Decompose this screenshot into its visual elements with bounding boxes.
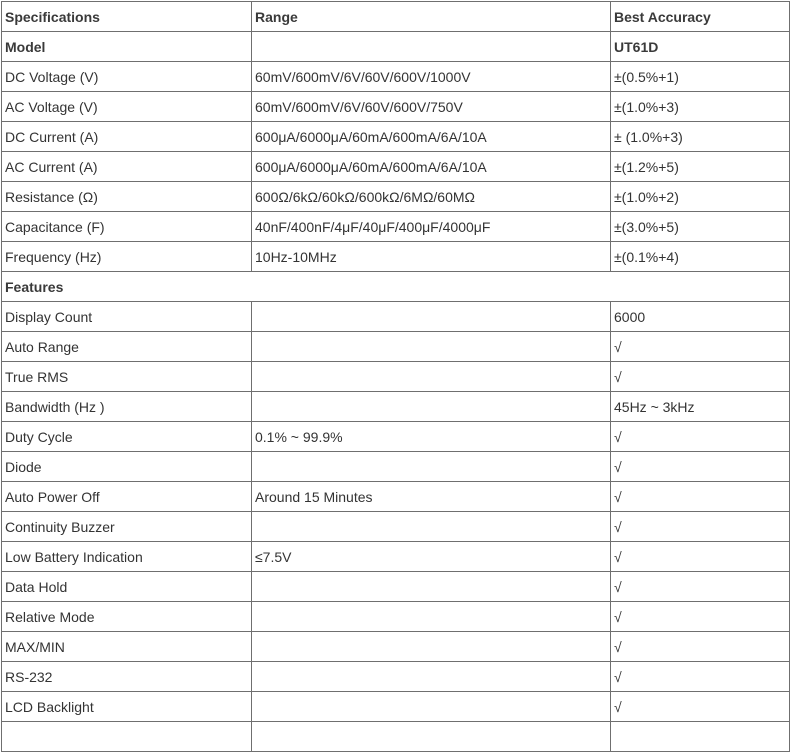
feature-range	[252, 392, 611, 422]
measurement-accuracy: ±(0.5%+1)	[611, 62, 790, 92]
measurement-accuracy: ± (1.0%+3)	[611, 122, 790, 152]
feature-name: RS-232	[2, 662, 252, 692]
feature-value	[611, 722, 790, 752]
model-row	[2, 32, 790, 62]
feature-value: √	[611, 422, 790, 452]
feature-row	[2, 302, 790, 332]
feature-range	[252, 602, 611, 632]
feature-range	[252, 362, 611, 392]
feature-value: √	[611, 572, 790, 602]
feature-value: √	[611, 332, 790, 362]
header-specifications: Specifications	[2, 2, 252, 32]
feature-value: √	[611, 632, 790, 662]
feature-range: Around 15 Minutes	[252, 482, 611, 512]
feature-row	[2, 722, 790, 752]
feature-range	[252, 692, 611, 722]
feature-value: √	[611, 482, 790, 512]
measurement-range: 60mV/600mV/6V/60V/600V/750V	[252, 92, 611, 122]
feature-value: √	[611, 362, 790, 392]
measurement-accuracy: ±(1.0%+2)	[611, 182, 790, 212]
feature-range	[252, 302, 611, 332]
feature-range: 0.1% ~ 99.9%	[252, 422, 611, 452]
spec-table	[1, 1, 790, 752]
measurement-accuracy: ±(0.1%+4)	[611, 242, 790, 272]
feature-range: ≤7.5V	[252, 542, 611, 572]
feature-range	[252, 632, 611, 662]
feature-name: MAX/MIN	[2, 632, 252, 662]
feature-value: √	[611, 602, 790, 632]
feature-row	[2, 572, 790, 602]
model-label: Model	[2, 32, 252, 62]
measurement-range: 600μA/6000μA/60mA/600mA/6A/10A	[252, 122, 611, 152]
feature-value: 45Hz ~ 3kHz	[611, 392, 790, 422]
measurement-name: Resistance (Ω)	[2, 182, 252, 212]
feature-range	[252, 332, 611, 362]
measurement-range: 600Ω/6kΩ/60kΩ/600kΩ/6MΩ/60MΩ	[252, 182, 611, 212]
measurement-row	[2, 212, 790, 242]
header-range: Range	[252, 2, 611, 32]
measurement-row	[2, 242, 790, 272]
measurement-name: DC Current (A)	[2, 122, 252, 152]
model-value: UT61D	[611, 32, 790, 62]
feature-name: Low Battery Indication	[2, 542, 252, 572]
feature-range	[252, 572, 611, 602]
feature-row	[2, 482, 790, 512]
feature-name: Continuity Buzzer	[2, 512, 252, 542]
feature-value: 6000	[611, 302, 790, 332]
feature-row	[2, 362, 790, 392]
measurement-name: Frequency (Hz)	[2, 242, 252, 272]
measurement-accuracy: ±(3.0%+5)	[611, 212, 790, 242]
feature-name: LCD Backlight	[2, 692, 252, 722]
feature-row	[2, 542, 790, 572]
header-row	[2, 2, 790, 32]
feature-range	[252, 722, 611, 752]
feature-row	[2, 692, 790, 722]
feature-name: True RMS	[2, 362, 252, 392]
feature-row	[2, 332, 790, 362]
spec-table-body	[2, 2, 790, 752]
measurement-name: AC Voltage (V)	[2, 92, 252, 122]
feature-name	[2, 722, 252, 752]
measurement-range: 60mV/600mV/6V/60V/600V/1000V	[252, 62, 611, 92]
feature-row	[2, 602, 790, 632]
measurement-range: 600μA/6000μA/60mA/600mA/6A/10A	[252, 152, 611, 182]
measurement-row	[2, 152, 790, 182]
feature-name: Relative Mode	[2, 602, 252, 632]
feature-name: Data Hold	[2, 572, 252, 602]
header-best-accuracy: Best Accuracy	[611, 2, 790, 32]
feature-range	[252, 662, 611, 692]
feature-row	[2, 422, 790, 452]
measurement-row	[2, 182, 790, 212]
measurement-name: AC Current (A)	[2, 152, 252, 182]
feature-name: Duty Cycle	[2, 422, 252, 452]
feature-value: √	[611, 692, 790, 722]
feature-name: Bandwidth (Hz )	[2, 392, 252, 422]
feature-name: Auto Power Off	[2, 482, 252, 512]
measurement-accuracy: ±(1.2%+5)	[611, 152, 790, 182]
feature-row	[2, 392, 790, 422]
feature-name: Auto Range	[2, 332, 252, 362]
feature-name: Diode	[2, 452, 252, 482]
measurement-range: 10Hz-10MHz	[252, 242, 611, 272]
measurement-name: DC Voltage (V)	[2, 62, 252, 92]
feature-row	[2, 632, 790, 662]
feature-value: √	[611, 452, 790, 482]
feature-value: √	[611, 542, 790, 572]
measurement-range: 40nF/400nF/4μF/40μF/400μF/4000μF	[252, 212, 611, 242]
feature-value: √	[611, 662, 790, 692]
measurement-row	[2, 122, 790, 152]
measurement-row	[2, 92, 790, 122]
measurement-accuracy: ±(1.0%+3)	[611, 92, 790, 122]
feature-value: √	[611, 512, 790, 542]
feature-range	[252, 512, 611, 542]
feature-row	[2, 512, 790, 542]
features-heading: Features	[2, 272, 790, 302]
feature-row	[2, 452, 790, 482]
features-heading-row	[2, 272, 790, 302]
feature-row	[2, 662, 790, 692]
feature-range	[252, 452, 611, 482]
measurement-name: Capacitance (F)	[2, 212, 252, 242]
measurement-row	[2, 62, 790, 92]
feature-name: Display Count	[2, 302, 252, 332]
model-range	[252, 32, 611, 62]
